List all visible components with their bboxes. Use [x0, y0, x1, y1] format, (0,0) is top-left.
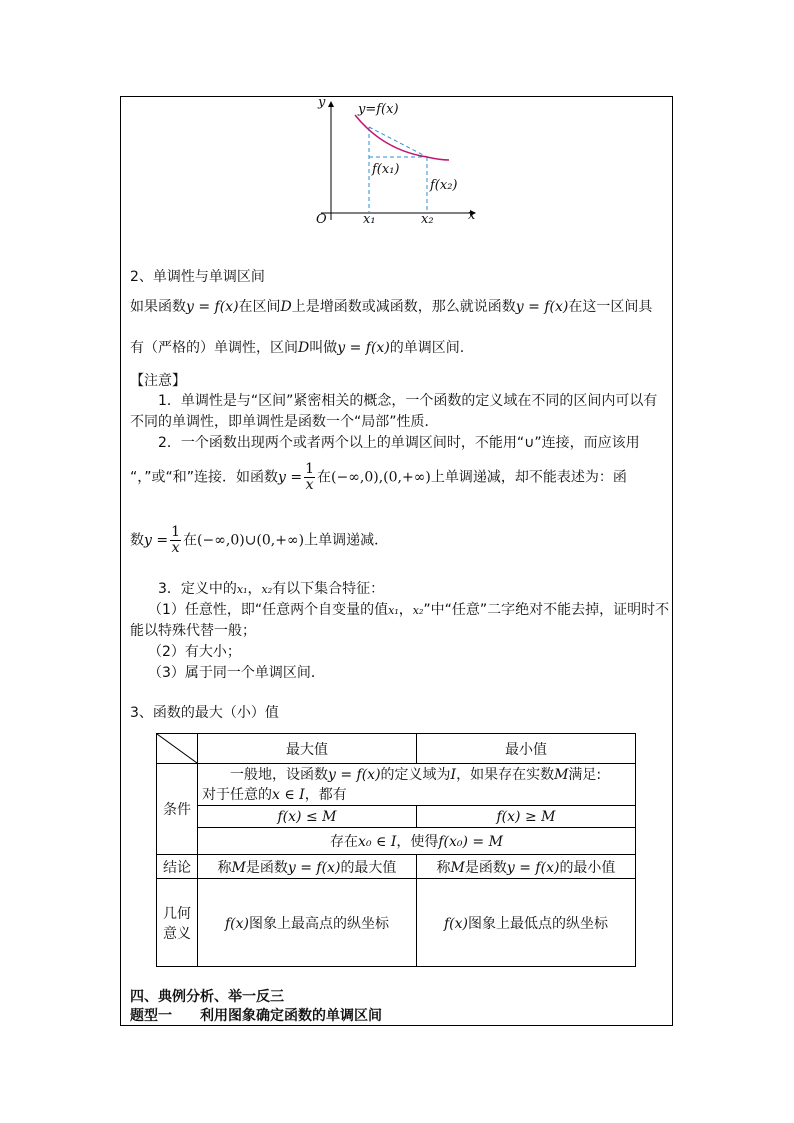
x2-label: x₂	[421, 212, 434, 227]
note-item2-line3: 数y = $\frac{1}{x}$ 在(−∞,0)∪(0,+∞)上单调递减．	[130, 524, 389, 556]
corner-diagonal	[157, 734, 197, 763]
note-item3: 3．定义中的x₁，x₂有以下集合特征：	[158, 581, 385, 597]
max-inequality: f(x) ≤ M	[198, 806, 417, 828]
condition-row	[157, 764, 636, 806]
y-axis-label: y	[318, 95, 326, 110]
note-item3-1-line1: （1）任意性，即“任意两个自变量的值x₁，x₂”中“任意”二字绝对不能去掉，证明时不	[148, 602, 670, 618]
note-heading: 【注意】	[130, 373, 186, 389]
type1-heading: 题型一 利用图象确定函数的单调区间	[130, 1008, 382, 1024]
x1-label: x₁	[363, 212, 376, 227]
min-inequality: f(x) ≥ M	[416, 806, 635, 828]
note-item2-line2: “，”或“和”连接．如函数y = $\frac{1}{x}$ 在(−∞,0),(0,+∞)上单调递减，却不能表述为：函	[130, 461, 627, 493]
note-item3-1-line2: 能以特殊代替一般；	[130, 623, 256, 639]
condition-text: 一般地，设函数y = f(x)的定义域为I，如果存在实数M满足: 对于任意的x ∈ I，都有	[198, 764, 636, 806]
y-axis-arrow	[328, 101, 334, 107]
existence-text: 存在x₀ ∈ I，使得f(x₀) = M	[198, 828, 636, 855]
row-label-condition: 条件	[157, 764, 198, 855]
geometry-row	[157, 879, 636, 967]
note-item2-line1: 2．一个函数出现两个或者两个以上的单调区间时，不能用“∪”连接，而应该用	[158, 435, 640, 451]
geometry-max: f(x)图象上最高点的纵坐标	[198, 879, 417, 967]
note-item1-line2: 不同的单调性，即单调性是函数一个“局部”性质．	[130, 414, 439, 430]
fx1-label: f(x₁)	[372, 162, 400, 177]
max-min-table	[156, 733, 636, 967]
dash-chord	[369, 127, 427, 157]
section2-paragraph-line1: 如果函数y = f(x)在区间D上是增函数或减函数，那么就说函数y = f(x)在这一区间具	[130, 299, 653, 315]
existence-row	[157, 828, 636, 855]
conclusion-min: 称M是函数y = f(x)的最小值	[416, 855, 635, 879]
section3-heading: 3、函数的最大（小）值	[130, 705, 279, 721]
fraction-1-over-x: $\frac{1}{x}$	[305, 461, 315, 493]
section2-heading: 2、单调性与单调区间	[130, 269, 265, 285]
note-item3-3: （3）属于同一个单调区间．	[148, 665, 325, 681]
origin-label: O	[316, 212, 327, 227]
x-axis-label: x	[468, 208, 476, 223]
geometry-min: f(x)图象上最低点的纵坐标	[416, 879, 635, 967]
section4-heading: 四、典例分析、举一反三	[130, 989, 284, 1005]
curve-label: y=f(x)	[358, 102, 399, 117]
conclusion-max: 称M是函数y = f(x)的最大值	[198, 855, 417, 879]
note-item3-2: （2）有大小；	[148, 644, 241, 660]
note-item1-line1: 1．单调性是与“区间”紧密相关的概念，一个函数的定义域在不同的区间内可以有	[158, 393, 658, 409]
table-corner-cell	[157, 734, 198, 764]
row-label-geometry: 几何 意义	[157, 879, 198, 967]
section2-paragraph-line2: 有（严格的）单调性，区间D叫做y = f(x)的单调区间.	[130, 340, 465, 356]
fx2-label: f(x₂)	[430, 178, 458, 193]
inequality-row	[157, 806, 636, 828]
conclusion-row	[157, 855, 636, 879]
header-min: 最小值	[416, 734, 635, 764]
row-label-conclusion: 结论	[157, 855, 198, 879]
header-max: 最大值	[198, 734, 417, 764]
fraction-1-over-x-2: $\frac{1}{x}$	[171, 524, 181, 556]
table-header-row	[157, 734, 636, 764]
